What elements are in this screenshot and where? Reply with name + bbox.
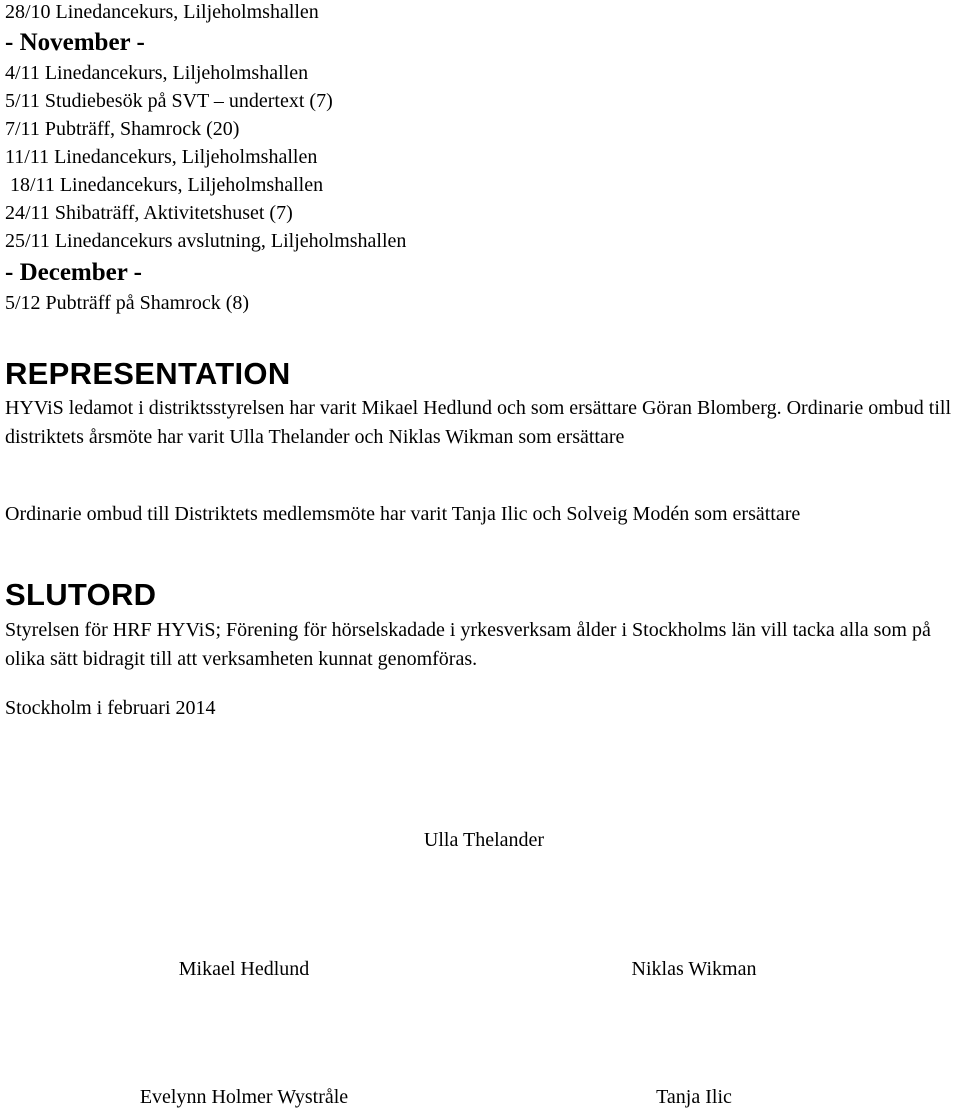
event-line: 5/11 Studiebesök på SVT – undertext (7) xyxy=(5,90,333,112)
event-line: 7/11 Pubträff, Shamrock (20) xyxy=(5,118,240,140)
month-heading-november: - November - xyxy=(5,29,145,56)
event-line: 28/10 Linedancekurs, Liljeholmshallen xyxy=(5,1,319,23)
closing-paragraph: Styrelsen för HRF HYViS; Förening för hörselskadade i yrkesverksam ålder i Stockholms län vill tacka alla som på olika sätt bidragit till att verksamheten kunnat genomföras. xyxy=(5,619,931,670)
signature-name: Mikael Hedlund xyxy=(178,958,310,980)
signature-name: Evelynn Holmer Wystråle xyxy=(139,1086,349,1108)
event-line: 24/11 Shibaträff, Aktivitetshuset (7) xyxy=(5,202,293,224)
signature-name: Tanja Ilic xyxy=(656,1086,732,1108)
section-heading-slutord: SLUTORD xyxy=(5,577,157,612)
event-line: 11/11 Linedancekurs, Liljeholmshallen xyxy=(5,146,318,168)
representation-paragraph: HYViS ledamot i distriktsstyrelsen har varit Mikael Hedlund och som ersättare Göran Blomberg. Ordinarie ombud till distriktets årsmöte har varit Ulla Thelander och Niklas Wikman som ersättare xyxy=(5,397,952,448)
representation-paragraph: Ordinarie ombud till Distriktets medlemsmöte har varit Tanja Ilic och Solveig Modén som ersättare xyxy=(5,503,801,525)
signature-name: Niklas Wikman xyxy=(631,958,757,980)
signature-name: Ulla Thelander xyxy=(423,829,545,851)
month-heading-december: - December - xyxy=(5,259,142,286)
event-line: 25/11 Linedancekurs avslutning, Liljeholmshallen xyxy=(5,230,407,252)
event-line: 5/12 Pubträff på Shamrock (8) xyxy=(5,292,250,314)
section-heading-representation: REPRESENTATION xyxy=(5,356,291,391)
event-line: 4/11 Linedancekurs, Liljeholmshallen xyxy=(5,62,309,84)
event-line: 18/11 Linedancekurs, Liljeholmshallen xyxy=(5,174,324,196)
place-date: Stockholm i februari 2014 xyxy=(5,697,216,719)
